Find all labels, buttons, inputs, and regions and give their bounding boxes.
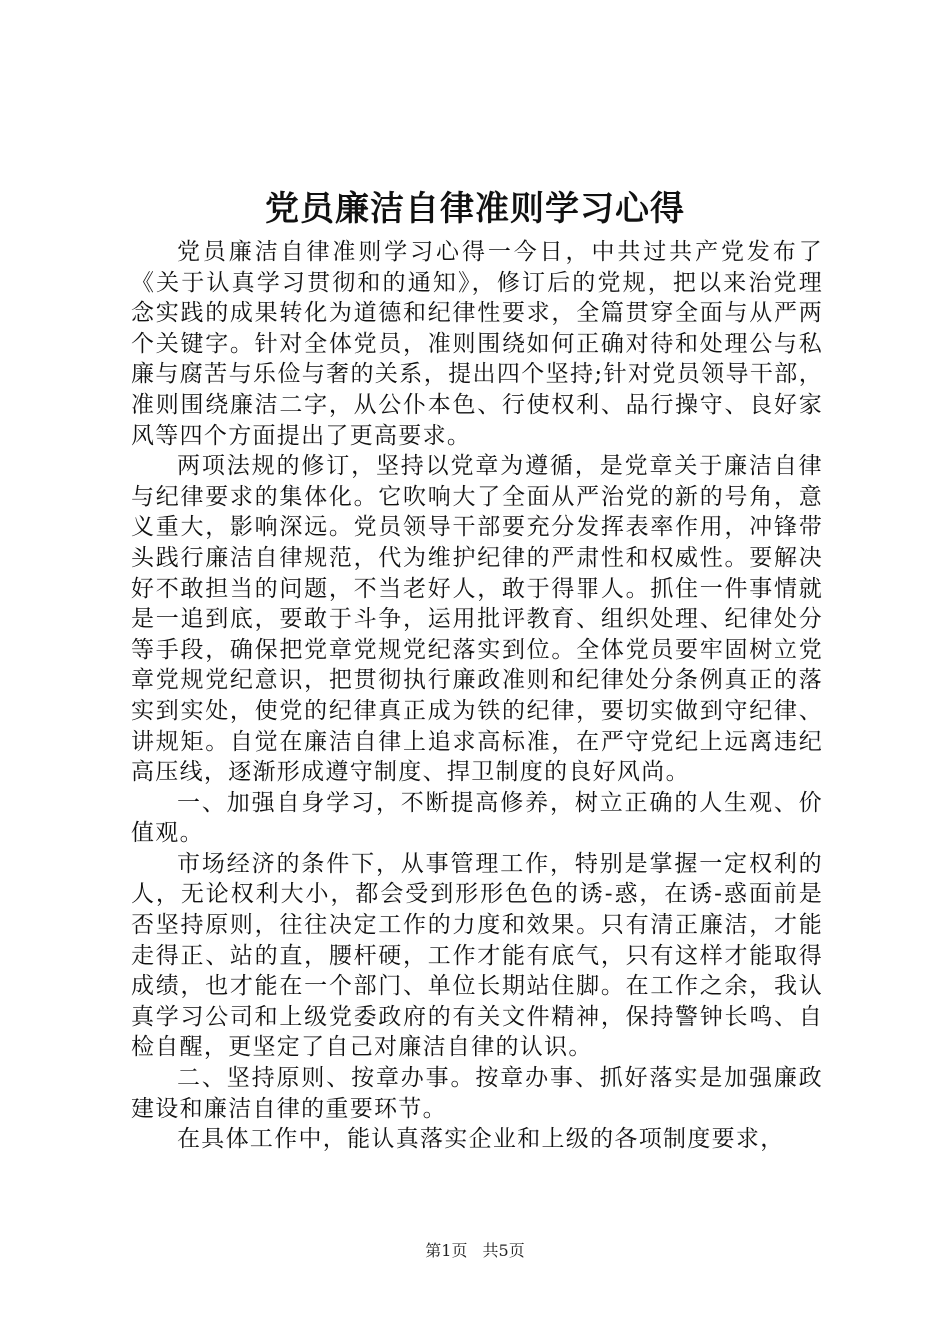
page-footer	[0, 1240, 950, 1262]
paragraph: 市场经济的条件下，从事管理工作，特别是掌握一定权利的人，无论权利大小，都会受到形形色色的诱-惑，在诱-惑面前是否坚持原则，往往决定工作的力度和效果。只有清正廉洁，才能走得正、站的直，腰杆硬，工作才能有底气，只有这样才能取得成绩，也才能在一个部门、单位长期站住脚。在工作之余，我认真学习公司和上级党委政府的有关文件精神，保持警钟长鸣、自检自醒，更坚定了自己对廉洁自律的认识。	[131, 850, 823, 1061]
paragraph: 两项法规的修订，坚持以党章为遵循，是党章关于廉洁自律与纪律要求的集体化。它吹响大了全面从严治党的新的号角，意义重大，影响深远。党员领导干部要充分发挥表率作用，冲锋带头践行廉洁自律规范，代为维护纪律的严肃性和权威性。要解决好不敢担当的问题，不当老好人，敢于得罪人。抓住一件事情就是一追到底，要敢于斗争，运用批评教育、组织处理、纪律处分等手段，确保把党章党规党纪落实到位。全体党员要牢固树立党章党规党纪意识，把贯彻执行廉政准则和纪律处分条例真正的落实到实处，使党的纪律真正成为铁的纪律，要切实做到守纪律、讲规矩。自觉在廉洁自律上追求高标准，在严守党纪上远离违纪高压线，逐渐形成遵守制度、捍卫制度的良好风尚。	[131, 453, 823, 786]
paragraph: 在具体工作中，能认真落实企业和上级的各项制度要求，	[177, 1126, 785, 1153]
document-title: 党员廉洁自律准则学习心得	[265, 189, 685, 229]
page-number: 第1页	[425, 1241, 468, 1260]
paragraph: 党员廉洁自律准则学习心得一今日，中共过共产党发布了《关于认真学习贯彻和的通知》，修订后的党规，把以来治党理念实践的成果转化为道德和纪律性要求，全篇贯穿全面与从严两个关键字。针对全体党员，准则围绕如何正确对待和处理公与私廉与腐苦与乐俭与奢的关系，提出四个坚持;针对党员领导干部，准则围绕廉洁二字，从公仆本色、行使权利、品行操守、良好家风等四个方面提出了更高要求。	[131, 239, 823, 449]
total-pages: 共5页	[482, 1241, 525, 1260]
section-heading: 二、坚持原则、按章办事。按章办事、抓好落实是加强廉政建设和廉洁自律的重要环节。	[131, 1065, 823, 1122]
document-body	[131, 237, 823, 1155]
section-heading: 一、加强自身学习，不断提高修养，树立正确的人生观、价值观。	[131, 789, 823, 847]
